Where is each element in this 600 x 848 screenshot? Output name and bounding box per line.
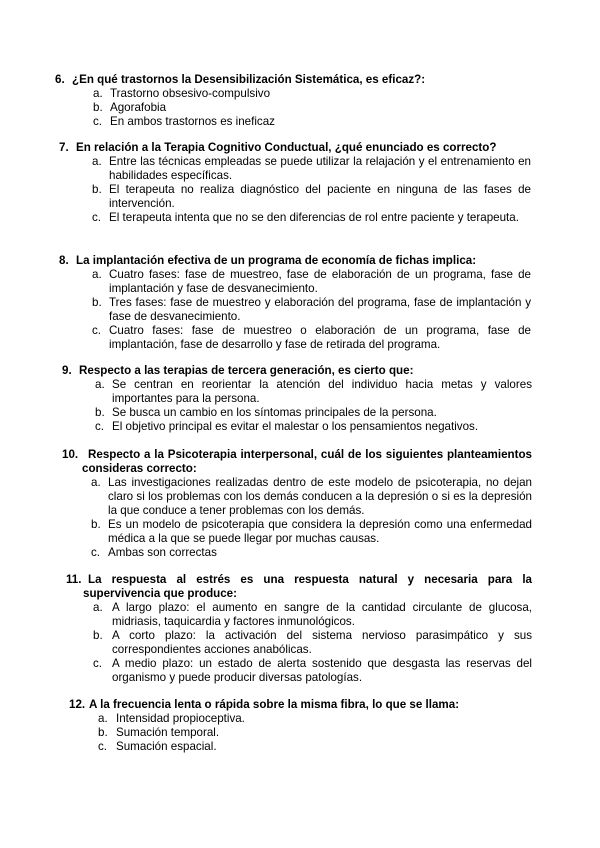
question-number: 8. xyxy=(59,254,69,267)
option-text: Agorafobia xyxy=(110,101,167,114)
option-letter: a. xyxy=(98,712,108,725)
question-11-title xyxy=(66,573,532,601)
option-10c xyxy=(91,546,532,560)
option-text: El terapeuta intenta que no se den diferencias de rol entre paciente y terapeuta. xyxy=(109,211,519,224)
question-8-title xyxy=(59,254,531,268)
option-7b xyxy=(92,183,531,211)
question-number: 6. xyxy=(55,73,65,86)
option-9a xyxy=(95,378,532,406)
option-11c xyxy=(93,657,532,685)
option-letter: c. xyxy=(91,546,101,559)
question-6-title xyxy=(55,73,495,87)
option-text: A corto plazo: la activación del sistema nervioso parasimpático y sus correspondientes acciones anabólicas. xyxy=(112,629,532,656)
option-6c xyxy=(93,115,495,129)
option-text: Cuatro fases: fase de muestreo o elaboración de un programa, fase de implantación, fase de desarrollo y fase de retirada del programa. xyxy=(109,324,531,351)
option-text: Se busca un cambio en los síntomas principales de la persona. xyxy=(112,406,437,419)
option-letter: c. xyxy=(93,115,103,128)
question-9-title xyxy=(62,364,532,378)
option-letter: a. xyxy=(95,378,105,391)
option-8b xyxy=(92,296,531,324)
option-7c xyxy=(92,211,531,225)
option-letter: b. xyxy=(93,101,103,114)
question-11 xyxy=(66,573,532,685)
option-letter: b. xyxy=(98,726,108,739)
option-letter: b. xyxy=(93,629,103,642)
question-number: 11. xyxy=(66,573,82,586)
option-text: En ambos trastornos es ineficaz xyxy=(110,115,275,128)
option-11b xyxy=(93,629,532,657)
option-text: Sumación espacial. xyxy=(116,740,217,753)
question-9 xyxy=(62,364,532,434)
option-12b xyxy=(98,726,529,740)
option-letter: b. xyxy=(95,406,105,419)
option-8a xyxy=(92,268,531,296)
question-text: La respuesta al estrés es una respuesta natural y necesaria para la supervivencia que produce: xyxy=(83,573,532,600)
option-text: A largo plazo: el aumento en sangre de la cantidad circulante de glucosa, midriasis, taquicardia y factores inmunológicos. xyxy=(112,601,532,628)
question-10-title xyxy=(62,448,532,476)
question-text: A la frecuencia lenta o rápida sobre la misma fibra, lo que se llama: xyxy=(89,698,460,711)
option-text: Se centran en reorientar la atención del individuo hacia metas y valores importantes para la persona. xyxy=(112,378,532,405)
option-text: Es un modelo de psicoterapia que considera la depresión como una enfermedad médica a la que se puede llegar por muchas causas. xyxy=(108,518,532,545)
option-letter: a. xyxy=(92,155,102,168)
option-letter: c. xyxy=(92,324,102,337)
option-text: A medio plazo: un estado de alerta sostenido que desgasta las reservas del organismo y puede producir diversas patologías. xyxy=(112,657,532,684)
option-12c xyxy=(98,740,529,754)
option-text: Ambas son correctas xyxy=(108,546,217,559)
option-9c xyxy=(95,420,532,434)
option-letter: a. xyxy=(93,601,103,614)
question-10 xyxy=(62,448,532,560)
option-6a xyxy=(93,87,495,101)
option-text: Trastorno obsesivo-compulsivo xyxy=(110,87,271,100)
option-text: El objetivo principal es evitar el malestar o los pensamientos negativos. xyxy=(112,420,479,433)
option-10a xyxy=(91,476,532,518)
option-11a xyxy=(93,601,532,629)
question-text: Respecto a la Psicoterapia interpersonal, cuál de los siguientes planteamientos consideras correcto: xyxy=(82,448,532,475)
option-12a xyxy=(98,712,529,726)
question-text: ¿En qué trastornos la Desensibilización Sistemática, es eficaz?: xyxy=(72,73,426,86)
option-text: Sumación temporal. xyxy=(116,726,220,739)
question-7 xyxy=(59,141,531,225)
question-number: 10. xyxy=(62,448,79,461)
question-number: 7. xyxy=(59,141,69,154)
option-text: Las investigaciones realizadas dentro de este modelo de psicoterapia, no dejan claro si los problemas con los demás conducen a la depresión o si es la depresión la que conduce a tener problemas con los demás. xyxy=(108,476,532,517)
question-12-title xyxy=(69,698,529,712)
option-letter: c. xyxy=(92,211,102,224)
option-letter: a. xyxy=(93,87,103,100)
question-12 xyxy=(69,698,529,754)
option-9b xyxy=(95,406,532,420)
option-10b xyxy=(91,518,532,546)
option-letter: b. xyxy=(91,518,101,531)
option-letter: c. xyxy=(95,420,105,433)
question-text: En relación a la Terapia Cognitivo Conductual, ¿qué enunciado es correcto? xyxy=(76,141,497,154)
option-letter: a. xyxy=(92,268,102,281)
option-letter: b. xyxy=(92,296,102,309)
question-text: Respecto a las terapias de tercera generación, es cierto que: xyxy=(79,364,414,377)
question-number: 12. xyxy=(69,698,86,711)
option-text: Tres fases: fase de muestreo y elaboración del programa, fase de implantación y fase de desvanecimiento. xyxy=(109,296,531,323)
option-letter: c. xyxy=(98,740,108,753)
question-6 xyxy=(55,73,495,129)
question-number: 9. xyxy=(62,364,72,377)
option-text: El terapeuta no realiza diagnóstico del paciente en ninguna de las fases de intervención. xyxy=(109,183,531,210)
question-text: La implantación efectiva de un programa de economía de fichas implica: xyxy=(76,254,477,267)
question-7-title xyxy=(59,141,531,155)
option-letter: b. xyxy=(92,183,102,196)
option-text: Entre las técnicas empleadas se puede utilizar la relajación y el entrenamiento en habilidades específicas. xyxy=(109,155,531,182)
option-6b xyxy=(93,101,495,115)
option-text: Intensidad propioceptiva. xyxy=(116,712,245,725)
option-7a xyxy=(92,155,531,183)
option-8c xyxy=(92,324,531,352)
option-letter: a. xyxy=(91,476,101,489)
option-letter: c. xyxy=(93,657,103,670)
question-8 xyxy=(59,254,531,352)
option-text: Cuatro fases: fase de muestreo, fase de elaboración de un programa, fase de implantación y fase de desvanecimiento. xyxy=(109,268,531,295)
